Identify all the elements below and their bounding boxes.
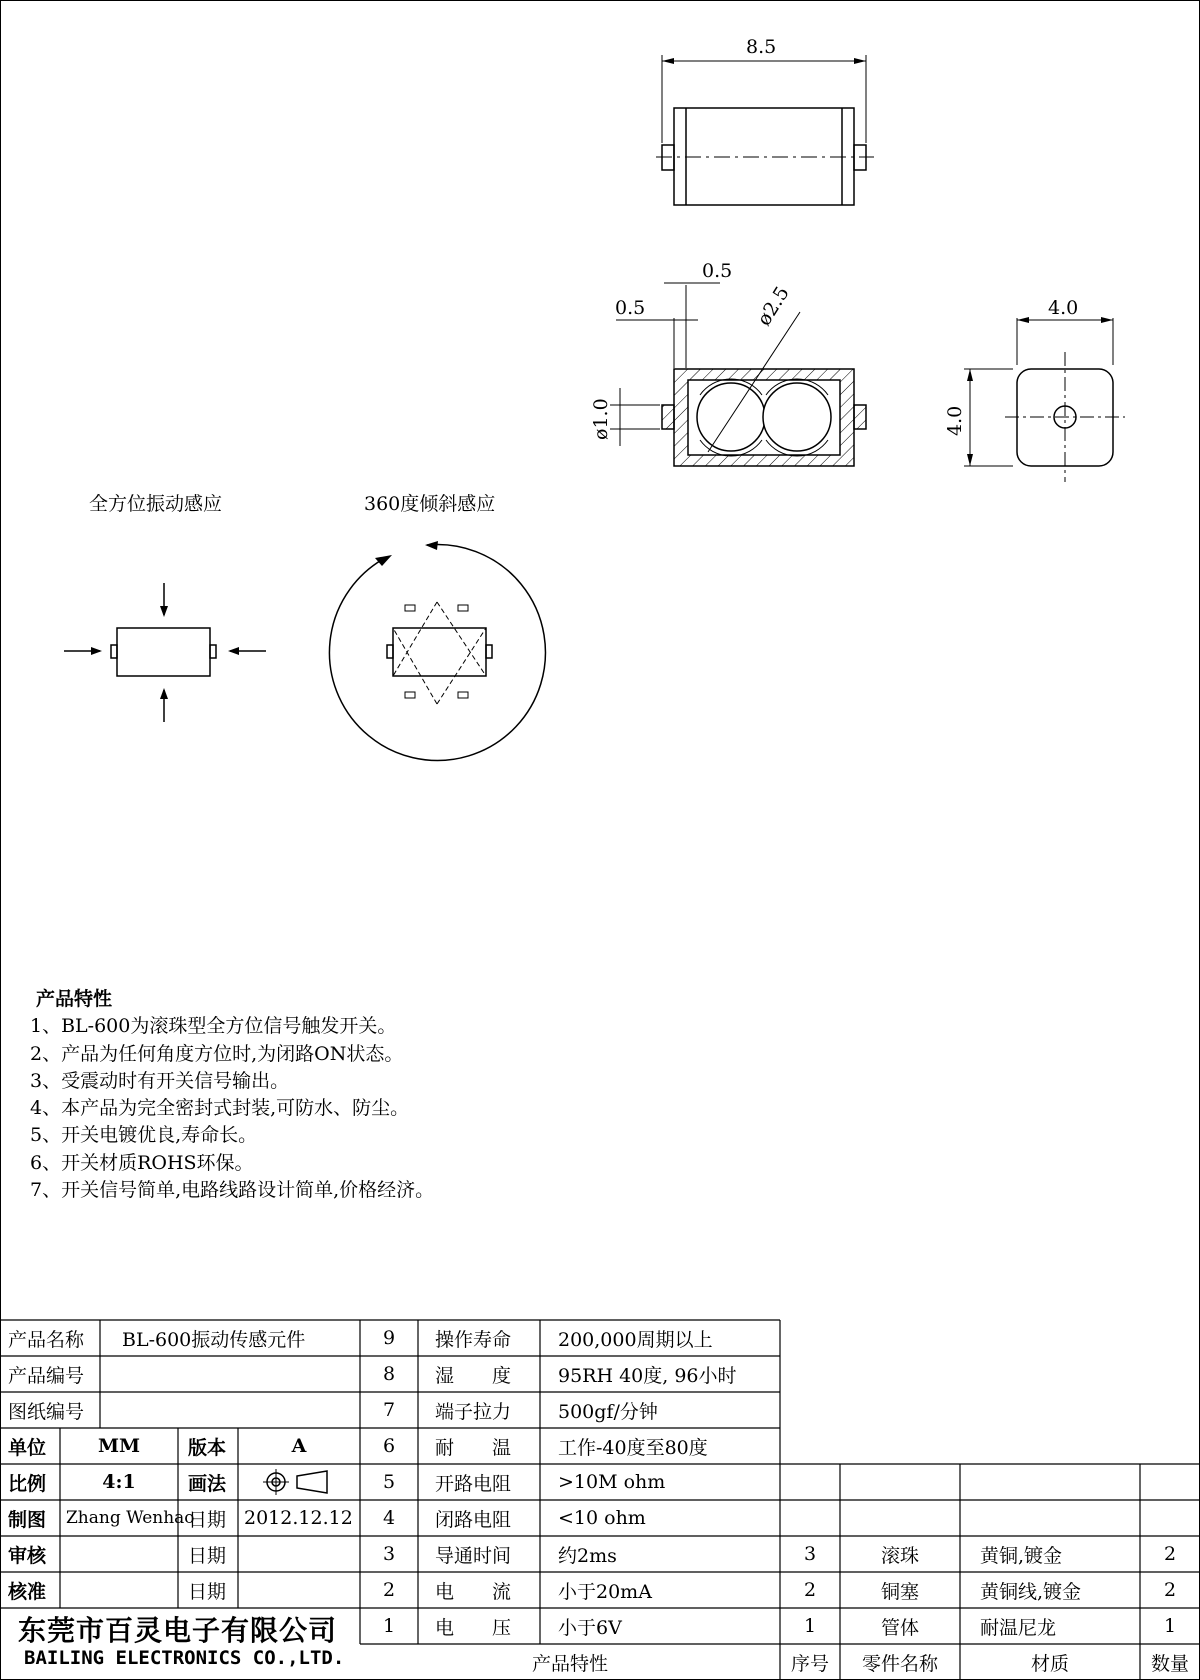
part-material: 黄铜,镀金 <box>980 1544 1063 1567</box>
dim-height: 4.0 <box>944 405 966 436</box>
part-qty: 1 <box>1163 1615 1177 1637</box>
spec-footer: 产品特性 <box>531 1652 608 1675</box>
company-name-cn: 东莞市百灵电子有限公司 <box>18 1614 338 1647</box>
scale-value: 4:1 <box>102 1471 136 1493</box>
spec-no: 2 <box>382 1579 396 1601</box>
spec-value: 500gf/分钟 <box>558 1400 658 1423</box>
spec-name: 电 流 <box>435 1580 512 1603</box>
part-name: 铜塞 <box>880 1580 919 1603</box>
part-qty: 2 <box>1163 1543 1177 1565</box>
dim-width: 4.0 <box>1048 297 1079 319</box>
part-material: 黄铜线,镀金 <box>980 1580 1082 1603</box>
spec-value: 小于20mA <box>558 1580 652 1603</box>
spec-name: 湿 度 <box>435 1364 512 1387</box>
part-qty: 2 <box>1163 1579 1177 1601</box>
parts-header-material: 材质 <box>1030 1652 1069 1675</box>
product-name-value: BL-600振动传感元件 <box>122 1328 306 1351</box>
top-view <box>656 55 874 205</box>
spec-no: 9 <box>382 1327 396 1349</box>
spec-value: 工作-40度至80度 <box>558 1436 708 1459</box>
spec-value: 95RH 40度, 96小时 <box>558 1364 737 1387</box>
tilt-sensing-label: 360度倾斜感应 <box>364 493 496 515</box>
part-name: 滚珠 <box>880 1544 919 1567</box>
company-name-en: BAILING ELECTRONICS CO.,LTD. <box>24 1647 345 1669</box>
dim-ball-diameter: ø2.5 <box>753 282 794 330</box>
spec-value: <10 ohm <box>558 1507 646 1529</box>
feature-item: 7、开关信号简单,电路线路设计简单,价格经济。 <box>30 1179 435 1202</box>
unit-value: MM <box>97 1435 141 1457</box>
spec-name: 操作寿命 <box>435 1328 512 1351</box>
part-no: 2 <box>803 1579 817 1601</box>
part-name: 管体 <box>880 1616 919 1639</box>
method-label: 画法 <box>188 1472 227 1495</box>
spec-value: >10M ohm <box>558 1471 666 1493</box>
review-label: 审核 <box>8 1544 47 1567</box>
feature-item: 6、开关材质ROHS环保。 <box>30 1151 254 1174</box>
projection-symbol <box>263 1469 327 1495</box>
parts-header-no: 序号 <box>790 1652 829 1675</box>
product-name-label: 产品名称 <box>8 1328 85 1351</box>
drawing-no-label: 图纸编号 <box>8 1400 85 1423</box>
spec-value: 200,000周期以上 <box>558 1328 713 1351</box>
tilt-sketch <box>329 541 545 760</box>
spec-name: 闭路电阻 <box>435 1508 512 1531</box>
unit-label: 单位 <box>8 1436 47 1459</box>
drawn-by-value: Zhang Wenhao <box>66 1508 195 1528</box>
spec-name: 导通时间 <box>435 1544 512 1567</box>
feature-item: 4、本产品为完全密封式封装,可防水、防尘。 <box>30 1097 410 1120</box>
spec-no: 5 <box>382 1471 396 1493</box>
dim-pin-diameter: ø1.0 <box>590 398 612 440</box>
spec-value: 约2ms <box>558 1544 617 1567</box>
parts-header-name: 零件名称 <box>861 1652 938 1675</box>
approve-date-label: 日期 <box>188 1580 227 1603</box>
date-value: 2012.12.12 <box>244 1507 353 1529</box>
feature-item: 1、BL-600为滚珠型全方位信号触发开关。 <box>30 1015 397 1038</box>
product-features <box>30 986 434 1204</box>
feature-item: 2、产品为任何角度方位时,为闭路ON状态。 <box>30 1042 404 1065</box>
spec-no: 6 <box>382 1435 396 1457</box>
drawn-label: 制图 <box>8 1508 47 1531</box>
approve-label: 核准 <box>8 1580 47 1603</box>
spec-name: 端子拉力 <box>435 1400 512 1423</box>
spec-no: 4 <box>382 1507 396 1529</box>
section-view <box>610 283 866 466</box>
spec-value: 小于6V <box>558 1616 622 1639</box>
version-value: A <box>291 1435 307 1457</box>
part-no: 1 <box>803 1615 817 1637</box>
version-label: 版本 <box>188 1436 227 1459</box>
dim-wall-left: 0.5 <box>615 297 646 319</box>
review-date-label: 日期 <box>188 1544 227 1567</box>
dim-wall-top: 0.5 <box>702 260 733 282</box>
parts-header-qty: 数量 <box>1150 1652 1189 1675</box>
spec-no: 8 <box>382 1363 396 1385</box>
product-no-label: 产品编号 <box>8 1364 85 1387</box>
end-view <box>964 317 1125 482</box>
omni-vibration-label: 全方位振动感应 <box>89 493 223 515</box>
date-label: 日期 <box>188 1508 227 1531</box>
dim-length: 8.5 <box>746 36 777 58</box>
spec-name: 开路电阻 <box>435 1472 512 1495</box>
omni-vibration-sketch <box>64 583 266 722</box>
spec-no: 7 <box>382 1399 396 1421</box>
spec-no: 3 <box>382 1543 396 1565</box>
feature-item: 5、开关电镀优良,寿命长。 <box>30 1124 258 1147</box>
part-no: 3 <box>803 1543 817 1565</box>
features-title: 产品特性 <box>36 988 113 1010</box>
scale-label: 比例 <box>8 1472 47 1495</box>
spec-no: 1 <box>382 1615 396 1637</box>
feature-item: 3、受震动时有开关信号输出。 <box>30 1069 290 1092</box>
spec-name: 耐 温 <box>435 1436 512 1459</box>
spec-name: 电 压 <box>435 1616 512 1639</box>
part-material: 耐温尼龙 <box>980 1616 1057 1639</box>
